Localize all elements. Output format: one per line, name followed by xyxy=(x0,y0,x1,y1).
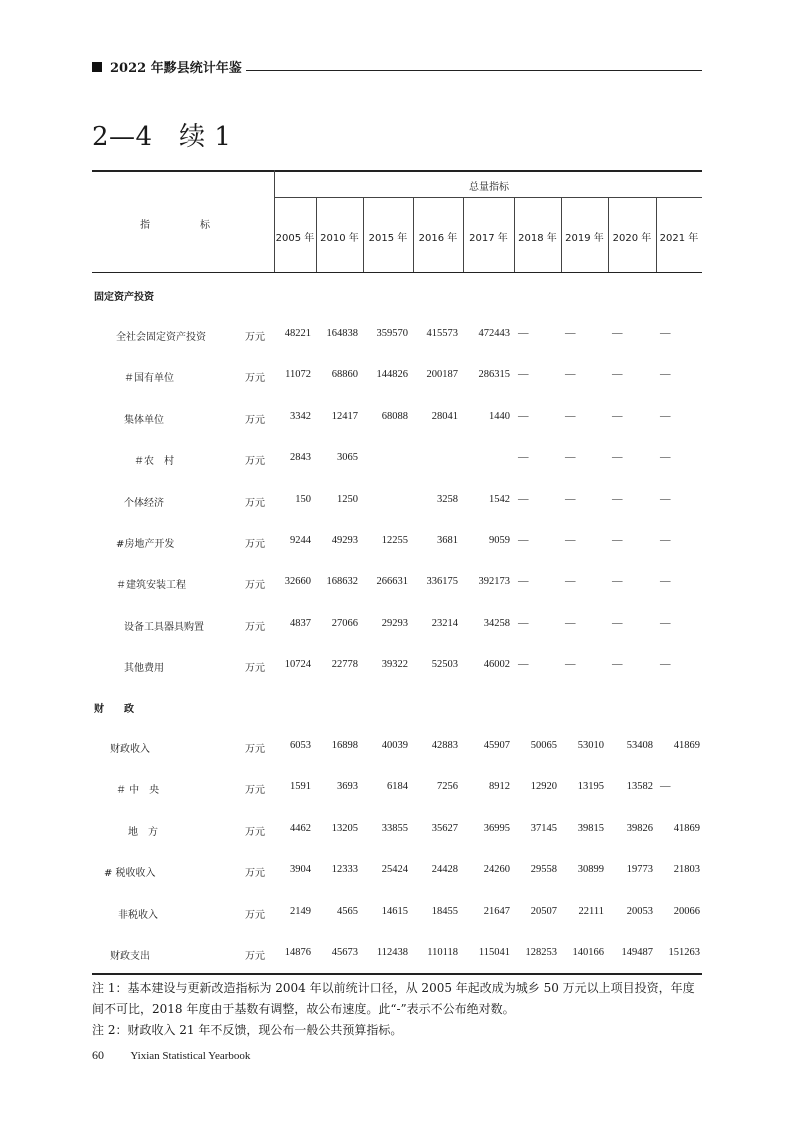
table-cell: 415573 xyxy=(426,328,458,339)
table-row xyxy=(0,328,793,344)
table-cell: — xyxy=(660,659,671,671)
footer-book-title: Yixian Statistical Yearbook xyxy=(130,1050,251,1062)
table-cell: 20507 xyxy=(530,905,557,917)
section-title: 财 政 xyxy=(94,704,134,715)
table-cell: — xyxy=(565,576,576,588)
row-label: 财政收入 xyxy=(110,744,150,755)
table-row xyxy=(0,947,793,963)
table-cell: 1440 xyxy=(489,410,510,422)
year-header: 2010 年 xyxy=(320,233,359,244)
table-cell: 3065 xyxy=(337,452,358,464)
table-cell: 392173 xyxy=(478,576,510,588)
row-label: 设备工具器具购置 xyxy=(124,621,204,633)
table-row xyxy=(0,494,793,510)
table-cell: 32660 xyxy=(284,576,311,588)
table-cell: 39322 xyxy=(381,659,408,671)
row-label: ＃国有单位 xyxy=(124,373,174,385)
table-cell: 41869 xyxy=(673,822,700,834)
table-cell: 13195 xyxy=(577,781,604,793)
row-unit: 万元 xyxy=(245,621,265,633)
table-title: 2—4 续 1 xyxy=(92,122,232,152)
table-cell: — xyxy=(565,452,576,464)
row-label: #房地产开发 xyxy=(116,539,175,550)
table-cell: 50065 xyxy=(530,740,557,751)
table-row xyxy=(0,740,793,756)
table-cell: — xyxy=(518,617,529,629)
table-row xyxy=(0,452,793,468)
table-cell: 336175 xyxy=(426,576,458,588)
table-cell: 28041 xyxy=(431,410,458,422)
table-cell: 3342 xyxy=(290,410,311,422)
row-unit: 万元 xyxy=(245,414,265,426)
group-underline xyxy=(274,197,702,198)
yearbook-title: 2022 年黟县统计年鉴 xyxy=(110,61,242,76)
table-cell: 151263 xyxy=(668,947,700,958)
year-header: 2005 年 xyxy=(275,233,315,244)
page-footer xyxy=(92,1048,250,1063)
table-cell: 68860 xyxy=(331,369,358,381)
table-cell: 49293 xyxy=(331,535,358,546)
table-cell: 42883 xyxy=(431,740,458,751)
table-bottom-rule xyxy=(92,973,702,975)
year-header: 2019 年 xyxy=(565,233,604,244)
table-cell: 25424 xyxy=(381,864,408,876)
table-cell: — xyxy=(612,535,623,546)
table-cell: 33855 xyxy=(381,822,408,834)
table-cell: — xyxy=(612,617,623,629)
row-label: 全社会固定资产投资 xyxy=(116,332,206,343)
table-cell: 8912 xyxy=(489,781,510,793)
table-cell: 45907 xyxy=(483,740,510,751)
table-cell: 140166 xyxy=(572,947,604,958)
table-cell: 3681 xyxy=(437,535,458,546)
table-cell: 53408 xyxy=(626,740,653,751)
square-bullet-icon xyxy=(92,62,102,72)
table-cell: 16898 xyxy=(331,740,358,751)
table-cell: 7256 xyxy=(437,781,458,793)
table-row xyxy=(0,659,793,675)
table-cell: 149487 xyxy=(621,947,653,958)
table-cell: — xyxy=(660,781,671,793)
notes xyxy=(92,978,704,1041)
table-row xyxy=(0,781,793,797)
table-cell: 3258 xyxy=(437,493,458,505)
table-cell: 150 xyxy=(295,493,311,505)
row-label: ＃ 中 央 xyxy=(116,785,160,797)
table-cell: 128253 xyxy=(525,947,557,958)
table-cell: 14876 xyxy=(284,947,311,958)
row-unit: 万元 xyxy=(245,951,265,962)
table-cell: 3904 xyxy=(290,864,311,876)
running-header xyxy=(92,57,242,76)
table-cell: 2149 xyxy=(290,905,311,917)
row-unit: 万元 xyxy=(245,539,265,550)
table-cell: — xyxy=(565,659,576,671)
table-cell: 21647 xyxy=(483,905,510,917)
table-row xyxy=(0,535,793,551)
row-label: # 税收收入 xyxy=(104,868,156,880)
table-cell: 12255 xyxy=(381,535,408,546)
table-cell: 4837 xyxy=(290,617,311,629)
table-cell: — xyxy=(565,369,576,381)
table-cell: — xyxy=(565,410,576,422)
table-cell: 10724 xyxy=(284,659,311,671)
table-cell: — xyxy=(518,369,529,381)
group-label: 总量指标 xyxy=(469,182,509,193)
row-unit: 万元 xyxy=(245,497,265,509)
table-cell: — xyxy=(518,328,529,339)
section-title: 固定资产投资 xyxy=(94,292,154,303)
table-cell: 168632 xyxy=(326,576,358,588)
table-cell: 20053 xyxy=(626,905,653,917)
header-rule xyxy=(246,70,702,71)
table-cell: 46002 xyxy=(483,659,510,671)
table-cell: 12417 xyxy=(331,410,358,422)
table-cell: — xyxy=(518,452,529,464)
table-cell: — xyxy=(518,410,529,422)
row-unit: 万元 xyxy=(245,744,265,755)
table-cell: 53010 xyxy=(577,740,604,751)
table-cell: 2843 xyxy=(290,452,311,464)
table-cell: 20066 xyxy=(673,905,700,917)
table-cell: — xyxy=(518,493,529,505)
table-cell: 12920 xyxy=(530,781,557,793)
table-cell: 13205 xyxy=(331,822,358,834)
table-cell: — xyxy=(565,617,576,629)
table-cell: 1542 xyxy=(489,493,510,505)
table-cell: — xyxy=(660,452,671,464)
table-cell: 36995 xyxy=(483,822,510,834)
row-unit: 万元 xyxy=(245,826,265,838)
table-cell: 52503 xyxy=(431,659,458,671)
note-1: 注 1：基本建设与更新改造指标为 2004 年以前统计口径，从 2005 年起改成为城乡 50 万元以上项目投资，年度间不可比，2018 年度由于基数有调整，故公布速度。此“-”表示不公布绝对数。 xyxy=(92,981,695,1016)
table-cell: 13582 xyxy=(626,781,653,793)
table-row xyxy=(0,411,793,427)
row-unit: 万元 xyxy=(245,373,265,385)
table-cell: 39826 xyxy=(626,822,653,834)
year-header: 2016 年 xyxy=(418,233,458,244)
table-cell: — xyxy=(612,659,623,671)
table-cell: 6184 xyxy=(387,781,408,793)
table-cell: — xyxy=(565,493,576,505)
table-cell: 21803 xyxy=(673,864,700,876)
table-cell: — xyxy=(518,576,529,588)
table-cell: 3693 xyxy=(337,781,358,793)
table-cell: 45673 xyxy=(331,947,358,958)
table-cell: — xyxy=(565,328,576,339)
table-cell: 23214 xyxy=(431,617,458,629)
row-unit: 万元 xyxy=(245,909,265,921)
table-row xyxy=(0,618,793,634)
column-divider xyxy=(274,170,275,272)
year-header: 2017 年 xyxy=(469,233,508,244)
table-cell: 200187 xyxy=(426,369,458,381)
table-row xyxy=(0,823,793,839)
table-cell: 39815 xyxy=(577,822,604,834)
table-cell: 9059 xyxy=(489,535,510,546)
table-cell: 286315 xyxy=(478,369,510,381)
table-cell: 68088 xyxy=(381,410,408,422)
table-cell: 1250 xyxy=(337,493,358,505)
table-cell: — xyxy=(518,659,529,671)
table-cell: 11072 xyxy=(285,369,311,381)
table-cell: — xyxy=(660,328,671,339)
table-cell: 110118 xyxy=(427,947,458,958)
table-row xyxy=(0,906,793,922)
table-cell: 22778 xyxy=(331,659,358,671)
table-cell: — xyxy=(660,535,671,546)
table-cell: 30899 xyxy=(577,864,604,876)
table-cell: 22111 xyxy=(578,905,604,917)
index-column-label: 指标 xyxy=(140,220,260,231)
row-label: 非税收入 xyxy=(118,909,158,921)
year-header: 2018 年 xyxy=(518,233,557,244)
row-label: ＃建筑安装工程 xyxy=(116,580,186,592)
table-cell: 14615 xyxy=(381,905,408,917)
table-cell: — xyxy=(612,452,623,464)
row-label: 财政支出 xyxy=(110,951,150,962)
table-top-rule xyxy=(92,170,702,172)
year-header: 2020 年 xyxy=(612,233,652,244)
row-label: 地 方 xyxy=(128,826,158,838)
table-cell: 27066 xyxy=(331,617,358,629)
table-cell: — xyxy=(565,535,576,546)
row-unit: 万元 xyxy=(245,456,265,468)
table-cell: — xyxy=(612,576,623,588)
table-cell: 35627 xyxy=(431,822,458,834)
row-label: ＃农 村 xyxy=(134,456,174,468)
table-header-rule xyxy=(92,272,702,273)
year-header: 2015 年 xyxy=(368,233,408,244)
table-cell: 40039 xyxy=(381,740,408,751)
table-cell: 34258 xyxy=(483,617,510,629)
table-row xyxy=(0,369,793,385)
table-cell: 4462 xyxy=(290,822,311,834)
row-label: 其他费用 xyxy=(124,663,164,675)
table-cell: — xyxy=(518,535,529,546)
row-unit: 万元 xyxy=(245,332,265,343)
row-label: 集体单位 xyxy=(124,414,164,426)
table-cell: 115041 xyxy=(478,947,510,958)
table-cell: 29293 xyxy=(381,617,408,629)
table-cell: — xyxy=(612,328,623,339)
row-unit: 万元 xyxy=(245,785,265,797)
table-cell: 112438 xyxy=(376,947,408,958)
table-cell: — xyxy=(660,410,671,422)
note-2: 注 2：财政收入 21 年不反馈，现公布一般公共预算指标。 xyxy=(92,1023,403,1037)
table-cell: — xyxy=(612,369,623,381)
table-cell: 37145 xyxy=(530,822,557,834)
table-cell: 9244 xyxy=(290,535,311,546)
table-cell: 164838 xyxy=(326,328,358,339)
table-cell: — xyxy=(660,369,671,381)
row-unit: 万元 xyxy=(245,868,265,880)
table-cell: 12333 xyxy=(331,864,358,876)
row-unit: 万元 xyxy=(245,580,265,592)
table-row xyxy=(0,576,793,592)
table-row xyxy=(0,864,793,880)
table-cell: 24260 xyxy=(483,864,510,876)
table-cell: — xyxy=(660,493,671,505)
row-unit: 万元 xyxy=(245,663,265,675)
table-cell: 4565 xyxy=(337,905,358,917)
table-cell: 144826 xyxy=(376,369,408,381)
table-cell: 472443 xyxy=(478,328,510,339)
table-cell: 1591 xyxy=(290,781,311,793)
table-cell: 6053 xyxy=(290,740,311,751)
table-cell: 29558 xyxy=(530,864,557,876)
table-cell: — xyxy=(660,617,671,629)
table-cell: 266631 xyxy=(376,576,408,588)
table-cell: 18455 xyxy=(431,905,458,917)
page-number: 60 xyxy=(92,1048,104,1062)
table-cell: — xyxy=(612,410,623,422)
table-cell: 48221 xyxy=(284,328,311,339)
row-label: 个体经济 xyxy=(124,497,164,509)
year-header: 2021 年 xyxy=(659,233,699,244)
table-cell: 24428 xyxy=(431,864,458,876)
table-cell: — xyxy=(612,493,623,505)
table-cell: 359570 xyxy=(376,328,408,339)
table-cell: 19773 xyxy=(626,864,653,876)
table-cell: — xyxy=(660,576,671,588)
table-cell: 41869 xyxy=(673,740,700,751)
